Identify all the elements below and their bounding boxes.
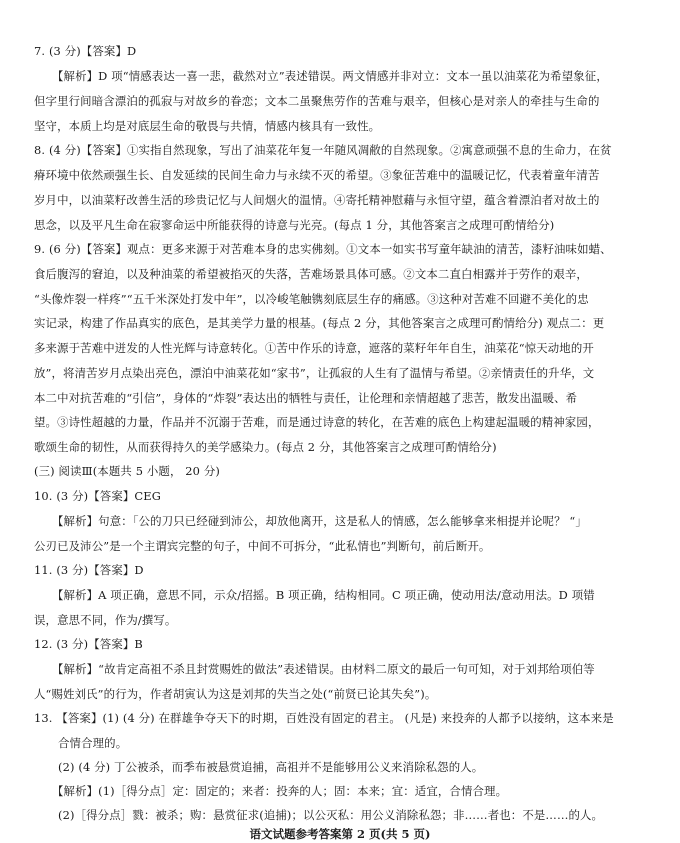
q9-answer-line-6: 放”，将清苦岁月点染出亮色，漂泊中油菜花如“家书”，让孤寂的人生有了温情与希望。②亲情责任的升华，文 bbox=[34, 366, 595, 380]
q9-answer-line-1: 9. (6 分)【答案】观点：更多来源于对苦难本身的忠实佛刻。①文本一如实书写童年缺油的清苦，漆籽油味如蜡、 bbox=[34, 242, 612, 256]
q8-answer-line-3: 岁月中，以油菜籽改善生活的珍贵记忆与人间烟火的温情。④寄托精神慰藉与永恒守望，蕴含着漂泊者对故土的 bbox=[34, 193, 600, 207]
q9-answer-line-3: “头像炸裂一样疼”“五千米深处打发中年”，以冷峻笔触镌刻底层生存的痛感。③这种对苦难不回避不美化的忠 bbox=[34, 292, 589, 306]
q9-answer-line-8: 望。③诗性超越的力量，作品并不沉溺于苦难，而是通过诗意的转化，在苦难的底色上构建起温暖的精神家园， bbox=[34, 415, 600, 429]
q11-heading: 11. (3 分)【答案】D bbox=[34, 563, 144, 577]
q9-answer-line-2: 食后腹泻的窘迫，以及种油菜的希望被掐灭的失落，苦难场景具体可感。②文本二直白相露并于劳作的艰辛， bbox=[34, 267, 588, 281]
q12-analysis-line-2: 人“赐姓刘氏”的行为，作者胡寅认为这是刘邦的失当之处(“前贤已论其失矣”)。 bbox=[34, 687, 437, 701]
q9-answer-line-9: 歌颂生命的韧性，从而获得持久的美学感染力。(每点 2 分，其他答案言之成理可酌情给分) bbox=[34, 440, 497, 454]
q11-analysis-line-2: 误，意思不同，作为/撰写。 bbox=[34, 613, 177, 627]
q7-analysis-line-3: 坚守，本质上均是对底层生命的敬畏与共情，情感内核具有一致性。 bbox=[34, 119, 381, 133]
q8-answer-line-4: 思念，以及平凡生命在寂寥命运中所能获得的诗意与光亮。(每点 1 分，其他答案言之成理可酌情给分) bbox=[34, 218, 555, 232]
q13-analysis-line-1: 【解析】(1)［得分点］定：固定的；来者：投奔的人；固：本来；宜：适宜，合情合理。 bbox=[52, 784, 508, 798]
q13-answer-line-2: 合情合理的。 bbox=[58, 736, 128, 750]
q9-answer-line-5: 多来源于苦难中迸发的人性光辉与诗意转化。①苦中作乐的诗意，遮落的菜籽年年自生，油菜花“惊天动地的开 bbox=[34, 341, 594, 355]
q9-answer-line-4: 实记录，构建了作品真实的底色，是其美学力量的根基。(每点 2 分，其他答案言之成理可酌情给分) 观点二：更 bbox=[34, 316, 605, 330]
section-three-heading: (三) 阅读Ⅲ(本题共 5 小题， 20 分) bbox=[34, 464, 220, 478]
q10-heading: 10. (3 分)【答案】CEG bbox=[34, 489, 161, 503]
q7-analysis-line-2: 但字里行间暗含漂泊的孤寂与对故乡的眷恋；文本二虽聚焦劳作的苦难与艰辛，但核心是对亲人的牵挂与生命的 bbox=[34, 94, 600, 108]
q10-analysis-line-2: 公刃已及沛公”是一个主谓宾完整的句子，中间不可拆分，“此私情也”判断句，前后断开。 bbox=[34, 539, 491, 553]
q13-answer-part-2: (2) (4 分) 丁公被杀，而季布被悬赏追捕，高祖并不是能够用公义来消除私怨的人。 bbox=[58, 760, 484, 774]
q9-answer-line-7: 本二中对抗苦难的“引信”，身体的“炸裂”表达出的牺牲与责任，让伦理和亲情超越了悲苦，散发出温暖、希 bbox=[34, 391, 578, 405]
q7-analysis-line-1: 【解析】D 项“情感表达一喜一悲，截然对立”表述错误。两文情感并非对立：文本一虽以油菜花为希望象征， bbox=[52, 69, 608, 83]
q8-answer-line-1: 8. (4 分)【答案】①实指自然现象，写出了油菜花年复一年随风凋敝的自然现象。②寓意顽强不息的生命力，在贫 bbox=[34, 143, 612, 157]
q8-answer-line-2: 瘠环境中依然顽强生长、自发延续的民间生命力与永续不灭的希望。③象征苦难中的温暖记忆，代表着童年清苦 bbox=[34, 168, 600, 182]
q12-analysis-line-1: 【解析】“故肯定高祖不杀且封赏赐姓的做法”表述错误。由材料二原文的最后一句可知，对于刘邦给项伯等 bbox=[52, 662, 595, 676]
page-footer: 语文试题参考答案第 2 页(共 5 页) bbox=[249, 827, 431, 841]
q13-answer-line-1: 13. 【答案】(1) (4 分) 在群雄争夺天下的时期，百姓没有固定的君主。 (凡是) 来投奔的人都予以接纳，这本来是 bbox=[34, 711, 614, 725]
q7-heading: 7. (3 分)【答案】D bbox=[34, 44, 137, 58]
q10-analysis-line-1: 【解析】句意：「公的刀只已经碰到沛公，却放他离开，这是私人的情感，怎么能够拿来相提并论呢？ “」 bbox=[52, 514, 587, 528]
q12-heading: 12. (3 分)【答案】B bbox=[34, 637, 143, 651]
q13-analysis-line-2: (2)［得分点］戮：被杀；购：悬赏征求(追捕)；以公灭私：用公义消除私怨；非……者也：不是……的人。 bbox=[58, 808, 604, 822]
q11-analysis-line-1: 【解析】A 项正确，意思不同，示众/招摇。B 项正确，结构相同。C 项正确，使动用法/意动用法。D 项错 bbox=[52, 588, 595, 602]
